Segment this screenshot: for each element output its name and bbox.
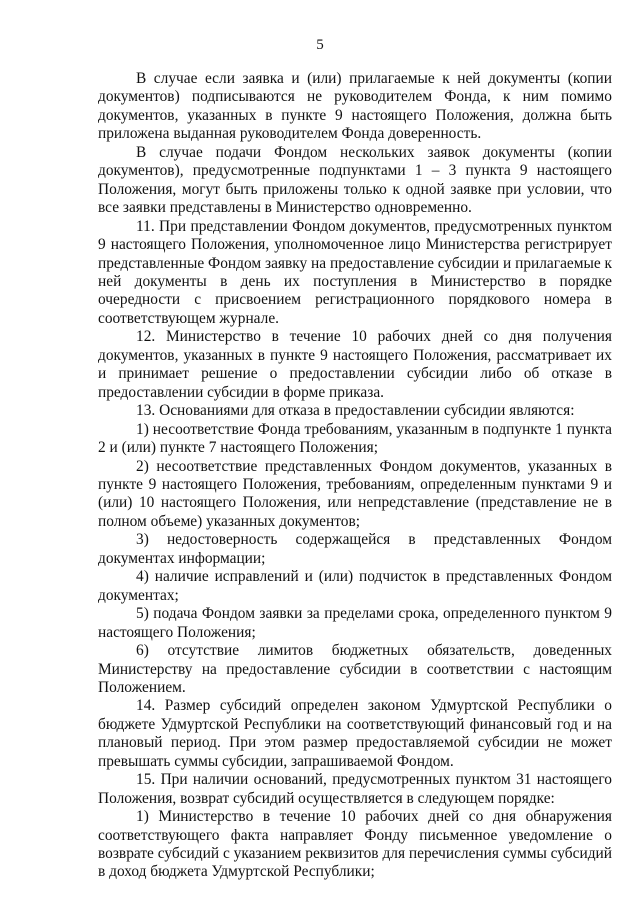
paragraph-item-13-sub-6: 6) отсутствие лимитов бюджетных обязательств, доведенных Министерству на предоставление субсидии в соответствии с настоящим Положением. [98,642,612,696]
paragraph-multiple-applications: В случае подачи Фондом нескольких заявок документы (копии документов), предусмотренные подпунктами 1 – 3 пункта 9 настоящего Положения, могут быть приложены только к одной заявке при условии, что все заявки представлены в Министерство одновременно. [98,143,612,217]
paragraph-item-13-sub-1: 1) несоответствие Фонда требованиям, указанным в подпункте 1 пункта 2 и (или) пункте 7 настоящего Положения; [98,420,612,457]
page-number: 5 [316,37,324,53]
paragraph-item-13-sub-5: 5) подача Фондом заявки за пределами срока, определенного пунктом 9 настоящего Положения; [98,605,612,641]
paragraph-item-13-sub-3: 3) недостоверность содержащейся в представленных Фондом документах информации; [98,531,612,567]
paragraph-item-14: 14. Размер субсидий определен законом Удмуртской Республики о бюджете Удмуртской Республики на соответствующий финансовый год и на плановый период. При этом размер предоставляемой субсидии не может превышать суммы субсидии, запрашиваемой Фондом. [98,697,612,770]
paragraph-item-13-sub-2: 2) несоответствие представленных Фондом документов, указанных в пункте 9 настоящего Положения, требованиям, определенным пунктами 9 и (или) 10 настоящего Положения, или непредставление (представление не в полном объеме) указанных документов; [98,457,612,530]
document-body [98,70,612,882]
paragraph-item-15: 15. При наличии оснований, предусмотренных пунктом 31 настоящего Положения, возврат субсидий осуществляется в следующем порядке: [98,771,612,807]
paragraph-item-11: 11. При представлении Фондом документов, предусмотренных пунктом 9 настоящего Положения, уполномоченное лицо Министерства регистрирует представленные Фондом заявку на предоставление субсидии и прилагаемые к ней документы в день их поступления в Министерство в порядке очередности с присвоением регистрационного порядкового номера в соответствующем журнале. [98,217,612,327]
paragraph-item-13: 13. Основаниями для отказа в предоставлении субсидии являются: [136,402,575,420]
paragraph-item-13-sub-4: 4) наличие исправлений и (или) подчисток в представленных Фондом документах; [98,568,612,604]
paragraph-item-12: 12. Министерство в течение 10 рабочих дней со дня получения документов, указанных в пункте 9 настоящего Положения, рассматривает их и принимает решение о предоставлении субсидии либо об отказе в предоставлении субсидии в форме приказа. [98,328,612,401]
paragraph-signature-power-of-attorney: В случае если заявка и (или) прилагаемые к ней документы (копии документов) подписываются не руководителем Фонда, к ним помимо документов, указанных в пункте 9 настоящего Положения, должна быть приложена выданная руководителем Фонда доверенность. [98,70,612,143]
paragraph-item-15-sub-1: 1) Министерство в течение 10 рабочих дней со дня обнаружения соответствующего факта направляет Фонду письменное уведомление о возврате субсидий с указанием реквизитов для перечисления суммы субсидий в доход бюджета Удмуртской Республики; [98,808,612,881]
